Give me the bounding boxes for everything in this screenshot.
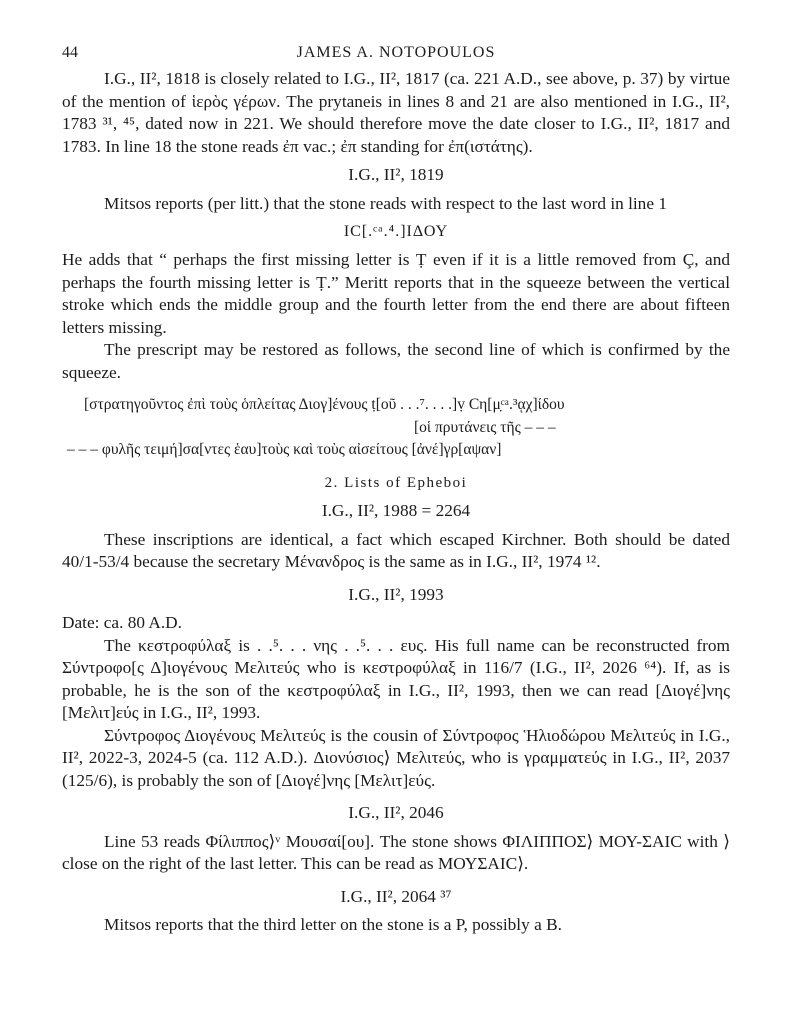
paragraph-ig-1988: These inscriptions are identical, a fact which escaped Kirchner. Both should be dated 40/1-53/4 because the secretary Μένανδρος is the same as in I.G., II², 1974 ¹².	[62, 529, 730, 571]
date-line: Date: ca. 80 A.D.	[62, 613, 182, 632]
paragraph-ig-1993-kestrophylax: The κεστροφύλαξ is . .⁵. . . νης . .⁵. . . ευς. His full name can be reconstructed from Σύντροφο[ς Δ]ιογένους Μελιτεύς who is κεστροφύλαξ in 116/7 (I.G., II², 2026 ⁶⁴). If, as is probable, he is the son of the κεστροφύλαξ in I.G., II², 1993, then we can read [Διογέ]νης [Μελιτ]εύς in I.G., II², 1993.	[62, 635, 730, 722]
heading-ig-2046: I.G., II², 2046	[348, 803, 444, 822]
inscription-reading: IϹ[.ᶜᵃ.⁴.]ΙΔΟΥ	[343, 223, 449, 240]
heading-ig-2064: I.G., II², 2064 ³⁷	[340, 886, 452, 906]
paragraph-ig-1819-prescript: The prescript may be restored as follows, the second line of which is confirmed by the squeeze.	[62, 340, 730, 382]
running-header	[62, 38, 730, 68]
heading-ig-1993: I.G., II², 1993	[348, 584, 444, 604]
greek-restoration-block	[62, 394, 730, 462]
paragraph-ig-2046: Line 53 reads Φίλιππος⟩ᵛ Μουσαί[ου]. The stone shows ΦΙΛΙΠΠΟΣ⟩ ΜΟΥ-ΣΑΙϹ with ⟩ close on the right of the last letter. This can be read as ΜΟΥΣΑΙϹ⟩.	[62, 831, 730, 873]
paragraph-ig-2064: Mitsos reports that the third letter on the stone is a P, possibly a B.	[104, 915, 562, 934]
paragraph-ig-1993-cousin: Σύντροφος Διογένους Μελιτεύς is the cousin of Σύντροφος Ἡλιοδώρου Μελιτεύς in I.G., II², 2022-3, 2024-5 (ca. 112 A.D.). Διονύσιος⟩ Μελιτεύς, who is γραμματεύς in I.G., II², 2037 (125/6), is probably the son of [Διογέ]νης [Μελιτ]εύς.	[62, 725, 730, 790]
paragraph-ig-1819-squeeze: He adds that “ perhaps the first missing letter is Ṭ even if it is a little removed from Ç, and perhaps the fourth missing letter is Ṭ.” Meritt reports that in the squeeze between the vertical stroke which ends the middle group and the fourth letter from the end there are about fifteen letters missing.	[62, 250, 730, 337]
greek-line-3: – – – φυλῆς τειμή]σα[ντες ἑαυ]τοὺς καὶ τοὺς αἰσείτους [ἀνέ]γρ[αψαν]	[67, 441, 502, 458]
section-title: 2. Lists of Epheboi	[324, 474, 468, 491]
page-body	[62, 38, 730, 937]
page-number: 44	[62, 44, 78, 61]
paragraph-ig-1819-report: Mitsos reports (per litt.) that the stone reads with respect to the last word in line 1	[104, 193, 667, 213]
paragraph-ig-1818: I.G., II², 1818 is closely related to I.G., II², 1817 (ca. 221 A.D., see above, p. 37) by virtue of the mention of ἱερὸς γέρων. The prytaneis in lines 8 and 21 are also mentioned in I.G., II², 1783 ³¹, ⁴⁵, dated now in 221. We should therefore move the date closer to I.G., II², 1817 and 1783. In line 18 the stone reads ἐπ vac.; ἐπ standing for ἐπ(ιστάτης).	[62, 69, 730, 156]
running-title: JAMES A. NOTOPOULOS	[296, 44, 496, 61]
heading-ig-1819: I.G., II², 1819	[348, 165, 444, 184]
greek-line-2: [οἱ πρυτάνεις τῆς – – –	[414, 418, 556, 436]
greek-line-1: [στρατηγοῦντος ἐπὶ τοὺς ὁπλείτας Διογ]ένους ṭ[οῦ . . .⁷. . . .]ṿ Ϲη[μ̣ᶜᵃ.³ᾳχ]ίδου	[84, 396, 565, 413]
heading-ig-1988: I.G., II², 1988 = 2264	[321, 501, 471, 520]
